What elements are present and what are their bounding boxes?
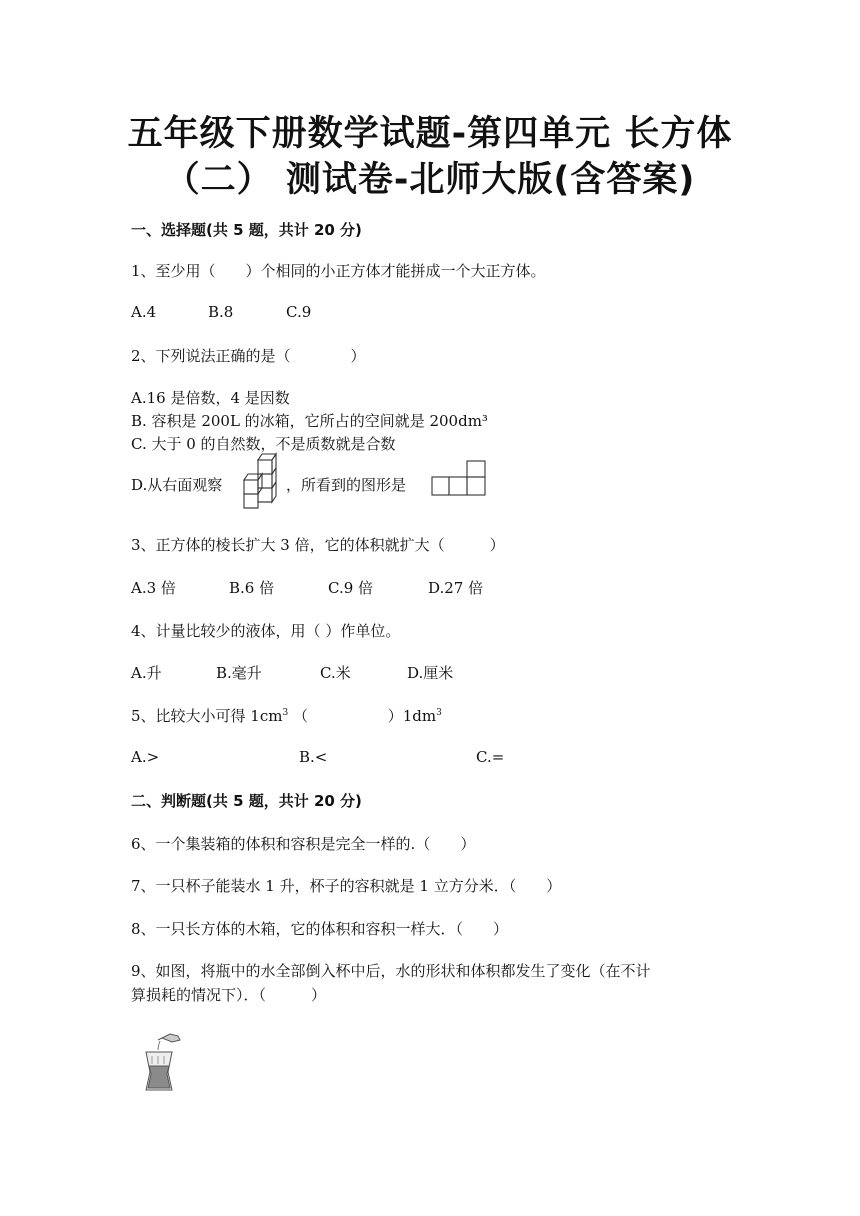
question-9-line2: 算损耗的情况下）．（ ） (131, 986, 327, 1004)
q4-option-c: C.米 (320, 664, 351, 682)
q2-option-b: B. 容积是 200L 的冰箱，它所占的空间就是 200dm³ (131, 412, 488, 430)
cube-stack-figure (238, 452, 286, 510)
q5-sup1: 3 (282, 708, 289, 718)
q2-option-d-pre: D.从右面观察 (131, 476, 223, 494)
q5-option-a: A.> (131, 748, 160, 766)
question-7: 7、一只杯子能装水 1 升，杯子的容积就是 1 立方分米．（ ） (131, 877, 562, 895)
q5-option-b: B.< (299, 748, 328, 766)
question-1: 1、至少用（ ）个相同的小正方体才能拼成一个大正方体。 (131, 262, 546, 280)
page-title-line1: 五年级下册数学试题-第四单元 长方体 (127, 114, 733, 154)
q5-sup2: 3 (436, 708, 442, 718)
q4-option-b: B.毫升 (216, 664, 262, 682)
q5-text-mid: （ ）1dm (288, 707, 437, 725)
q5-option-c: C.= (476, 748, 505, 766)
q1-option-c: C.9 (286, 303, 312, 321)
q3-option-b: B.6 倍 (229, 579, 275, 597)
question-8: 8、一只长方体的木箱，它的体积和容积一样大．（ ） (131, 920, 509, 938)
q2-option-a: A.16 是倍数，4 是因数 (131, 389, 290, 407)
question-9-line1: 9、如图，将瓶中的水全部倒入杯中后，水的形状和体积都发生了变化（在不计 (131, 962, 651, 980)
question-4: 4、计量比较少的液体，用（ ）作单位。 (131, 622, 401, 640)
side-view-figure (430, 460, 488, 498)
q3-option-d: D.27 倍 (428, 579, 484, 597)
q2-option-c: C. 大于 0 的自然数，不是质数就是合数 (131, 435, 396, 453)
bottle-cup-figure (140, 1030, 184, 1092)
q3-option-a: A.3 倍 (131, 579, 176, 597)
q4-option-d: D.厘米 (407, 664, 454, 682)
q4-option-a: A.升 (131, 664, 162, 682)
question-3: 3、正方体的棱长扩大 3 倍，它的体积就扩大（ ） (131, 536, 505, 554)
question-6: 6、一个集装箱的体积和容积是完全一样的.（ ） (131, 835, 476, 853)
page-title-line2: （二） 测试卷-北师大版(含答案) (164, 160, 696, 200)
q1-option-b: B.8 (208, 303, 234, 321)
q1-option-a: A.4 (131, 303, 157, 321)
q5-text-pre: 5、比较大小可得 1cm (131, 707, 283, 725)
question-5 (131, 705, 442, 726)
section-heading-judge: 二、判断题(共 5 题，共计 20 分) (131, 792, 362, 810)
section-heading-choice: 一、选择题(共 5 题，共计 20 分) (131, 221, 362, 239)
question-2: 2、下列说法正确的是（ ） (131, 347, 366, 365)
q3-option-c: C.9 倍 (328, 579, 374, 597)
q2-option-d-post: ，所看到的图形是 (286, 476, 407, 494)
